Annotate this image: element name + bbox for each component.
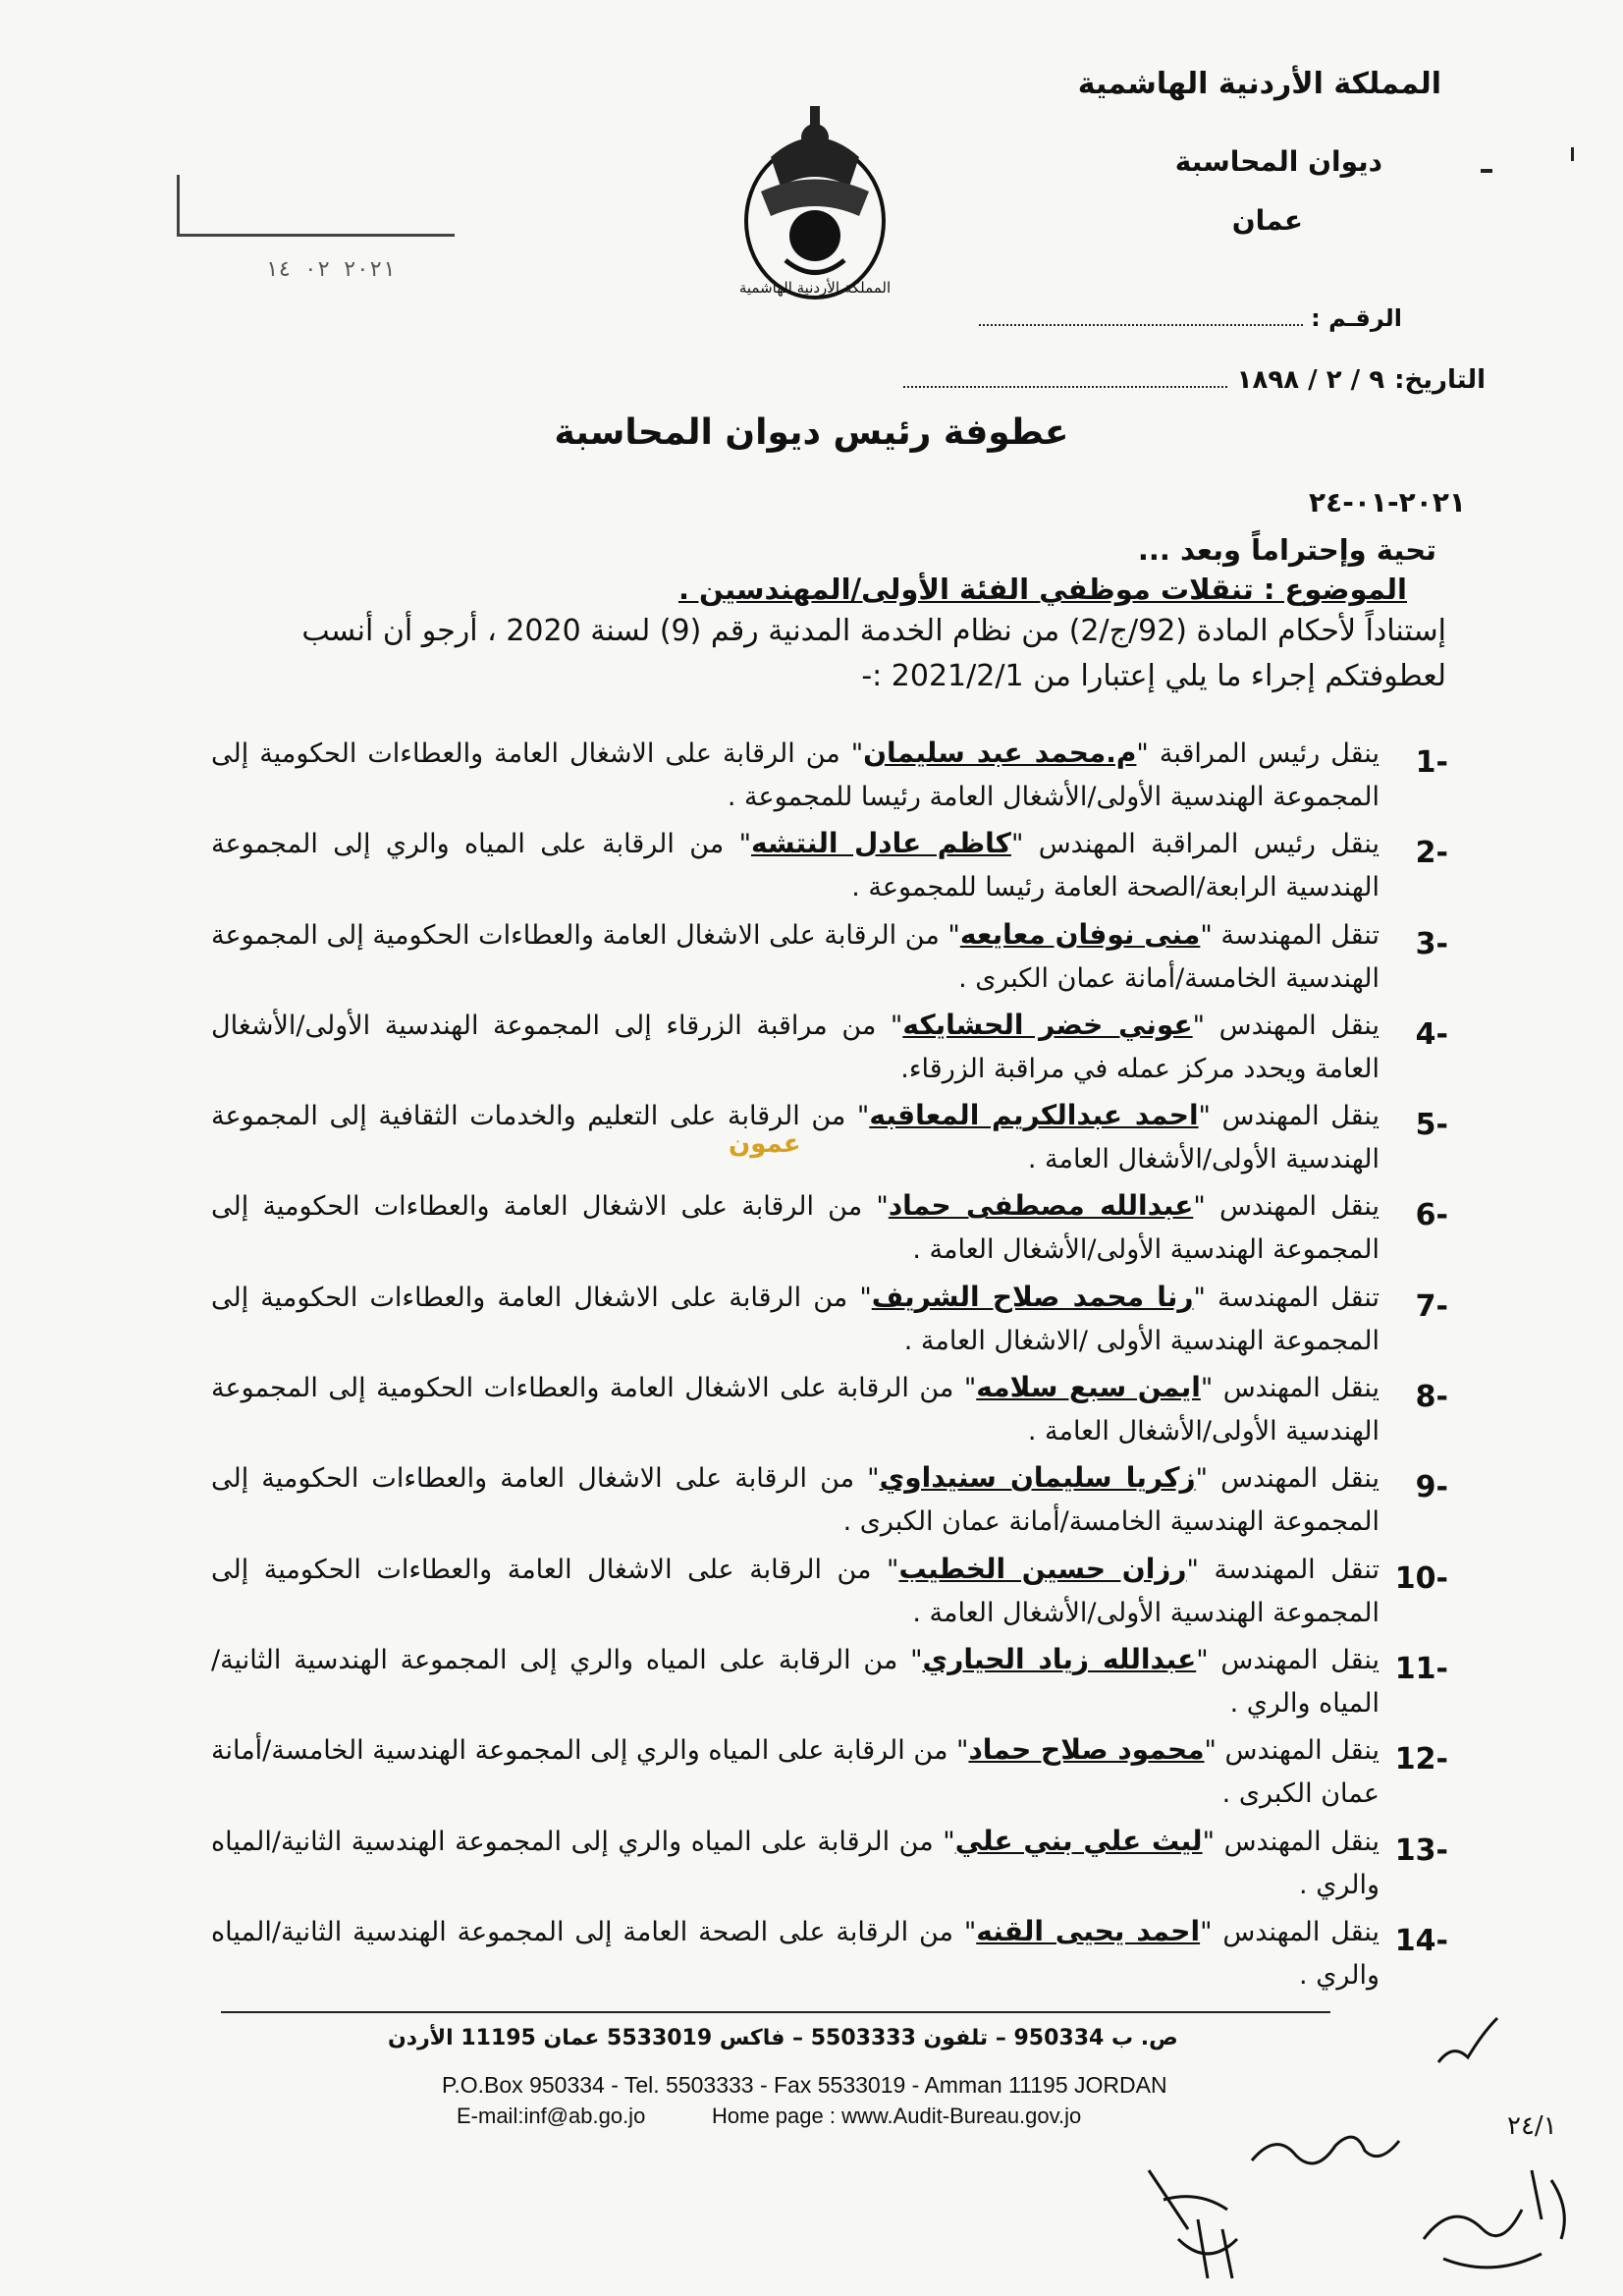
engineer-name: م.محمد عبد سليمان — [863, 737, 1137, 769]
kingdom-title: المملكة الأردنية الهاشمية — [1077, 67, 1441, 101]
list-item — [211, 1548, 1448, 1638]
item-text: ينقل المهندس "عبدالله مصطفى حماد" من الرقابة على الاشغال العامة والعطاءات الحكومية إلى المجموعة الهندسية الأولى/الأشغال العامة . — [211, 1189, 1380, 1266]
item-number: -11 — [1394, 1651, 1448, 1686]
engineer-name: ايمن سبع سلامه — [976, 1371, 1201, 1404]
item-text: ينقل المهندس "ايمن سبع سلامه" من الرقابة على الاشغال العامة والعطاءات الحكومية إلى المجموعة الهندسية الأولى/الأشغال العامة . — [211, 1371, 1380, 1448]
letter-issue-date: ٢٠٢١-٠١-٢٤ — [1309, 486, 1466, 519]
date-label: التاريخ: — [1394, 365, 1486, 395]
received-stamp-frame — [177, 175, 455, 237]
reference-line — [979, 304, 1402, 332]
coat-of-arms-emblem — [731, 98, 898, 304]
engineer-name: منى نوفان معايعه — [959, 917, 1201, 951]
received-stamp-date: ٢٠٢١ ٠٢ ١٤ — [265, 257, 396, 282]
item-number: -2 — [1415, 836, 1448, 871]
list-item — [211, 1184, 1448, 1275]
engineer-name: عبدالله زياد الحياري — [922, 1642, 1197, 1675]
item-number: -14 — [1394, 1923, 1448, 1958]
item-text: تنقل المهندسة "رزان حسين الخطيب" من الرقابة على الاشغال العامة والعطاءات الحكومية إلى المجموعة الهندسية الأولى/الأشغال العامة . — [211, 1552, 1380, 1628]
engineer-name: عوني خضر الحشايكه — [902, 1008, 1193, 1041]
item-text: ينقل المهندس "محمود صلاح حماد" من الرقابة على المياه والري إلى المجموعة الهندسية الخامسة/أمانة عمان الكبرى . — [211, 1733, 1380, 1810]
list-item — [211, 822, 1448, 912]
letter-subject: الموضوع : تنقلات موظفي الفئة الأولى/المهندسين . — [677, 573, 1407, 606]
item-text: تنقل المهندسة "منى نوفان معايعه" من الرقابة على الاشغال العامة والعطاءات الحكومية إلى المجموعة الهندسية الخامسة/أمانة عمان الكبرى . — [211, 917, 1380, 994]
list-item — [211, 1366, 1448, 1456]
item-text: ينقل المهندس "عبدالله زياد الحياري" من الرقابة على المياه والري إلى المجموعة الهندسية الثانية/المياه والري . — [211, 1642, 1380, 1719]
news-watermark: عمون — [729, 1129, 801, 1159]
reference-dots — [979, 314, 1303, 326]
engineer-name: زكريا سليمان سنيداوي — [879, 1461, 1196, 1495]
engineer-name: احمد عبدالكريم المعاقبه — [869, 1099, 1199, 1132]
item-text: ينقل المهندس "احمد عبدالكريم المعاقبه" من الرقابة على التعليم والخدمات الثقافية إلى المجموعة الهندسية الأولى/الأشغال العامة . — [211, 1099, 1380, 1175]
item-text: ينقل المهندس "زكريا سليمان سنيداوي" من الرقابة على الاشغال العامة والعطاءات الحكومية إلى المجموعة الهندسية الخامسة/أمانة عمان الكبرى . — [211, 1461, 1380, 1538]
signature-date-note: ٢٤/١ — [1507, 2111, 1557, 2141]
footer-english-address: P.O.Box 950334 - Tel. 5503333 - Fax 5533019 - Amman 11195 JORDAN — [442, 2072, 1167, 2098]
signature-scribble — [1247, 2121, 1404, 2180]
list-item — [211, 913, 1448, 1004]
engineer-name: عبدالله مصطفى حماد — [888, 1189, 1194, 1223]
letter-intro: إستناداً لأحكام المادة (92/ج/2) من نظام الخدمة المدنية رقم (9) لسنة 2020 ، أرجو أن أنسب لعطوفتكم إجراء ما يلي إعتبارا من 2021/2/1 :- — [301, 614, 1446, 693]
engineer-name: رزان حسين الخطيب — [898, 1552, 1187, 1585]
item-text: ينقل رئيس المراقبة المهندس "كاظم عادل النتشه" من الرقابة على المياه والري إلى المجموعة الهندسية الرابعة/الصحة العامة رئيسا للمجموعة . — [211, 827, 1380, 903]
city-name: عمان — [1231, 204, 1303, 237]
list-item — [211, 1728, 1448, 1819]
item-number: -3 — [1415, 926, 1448, 961]
header-dash-mark — [1481, 169, 1492, 173]
item-text: ينقل رئيس المراقبة "م.محمد عبد سليمان" من الرقابة على الاشغال العامة والعطاءات الحكومية إلى المجموعة الهندسية الأولى/الأشغال العامة رئيسا للمجموعة . — [211, 737, 1380, 812]
item-text: تنقل المهندسة "رنا محمد صلاح الشريف" من الرقابة على الاشغال العامة والعطاءات الحكومية إلى المجموعة الهندسية الأولى /الاشغال العامة . — [211, 1280, 1380, 1356]
engineer-name: ليث علي بني علي — [954, 1824, 1203, 1857]
date-value: ٩ / ٢ / ١٨٩٨ — [1236, 365, 1385, 395]
list-item — [211, 1004, 1448, 1094]
bureau-name: ديوان المحاسبة — [1174, 145, 1382, 178]
list-item — [211, 1276, 1448, 1366]
item-text: ينقل المهندس "عوني خضر الحشايكه" من مراقبة الزرقاء إلى المجموعة الهندسية الأولى/الأشغال العامة ويحدد مركز عمله في مراقبة الزرقاء. — [211, 1008, 1380, 1084]
letter-addressee: عطوفة رئيس ديوان المحاسبة — [554, 412, 1069, 453]
item-number: -4 — [1415, 1016, 1448, 1052]
reference-label: الرقـم : — [1311, 304, 1402, 332]
date-dots — [903, 376, 1227, 388]
item-number: -1 — [1415, 745, 1448, 780]
item-text: ينقل المهندس "احمد يحيى القنه" من الرقابة على الصحة العامة إلى المجموعة الهندسية الثانية/المياه والري . — [211, 1914, 1380, 1991]
signature-director — [1414, 2141, 1581, 2278]
list-item — [211, 732, 1448, 822]
list-item — [211, 1910, 1448, 2000]
emblem-inscription: المملكة الأردنية الهاشمية — [738, 279, 892, 297]
engineer-name: كاظم عادل النتشه — [751, 827, 1011, 860]
list-item — [211, 1820, 1448, 1910]
item-number: -12 — [1394, 1742, 1448, 1777]
item-number: -13 — [1394, 1832, 1448, 1868]
transfer-list — [211, 732, 1448, 2000]
item-number: -5 — [1415, 1108, 1448, 1143]
date-line — [903, 365, 1486, 395]
letter-greeting: تحية وإحتراماً وبعد ... — [1137, 533, 1436, 567]
item-number: -10 — [1394, 1560, 1448, 1596]
footer-divider — [221, 2011, 1330, 2013]
item-number: -7 — [1415, 1288, 1448, 1324]
list-item — [211, 1638, 1448, 1728]
footer-homepage: Home page : www.Audit-Bureau.gov.jo — [712, 2104, 1082, 2128]
header-dash-mark-2 — [1571, 147, 1574, 161]
list-item — [211, 1456, 1448, 1547]
item-number: -9 — [1415, 1470, 1448, 1505]
engineer-name: رنا محمد صلاح الشريف — [871, 1280, 1194, 1313]
engineer-name: محمود صلاح حماد — [968, 1733, 1205, 1767]
item-text: ينقل المهندس "ليث علي بني علي" من الرقابة على المياه والري إلى المجموعة الهندسية الثانية/المياه والري . — [211, 1824, 1380, 1900]
signature-checkmark — [1434, 2013, 1502, 2072]
signature-initials — [1129, 2151, 1267, 2288]
list-item — [211, 1094, 1448, 1184]
item-number: -6 — [1415, 1198, 1448, 1233]
item-number: -8 — [1415, 1380, 1448, 1415]
footer-email: E-mail:inf@ab.go.jo — [457, 2104, 646, 2128]
engineer-name: احمد يحيى القنه — [976, 1914, 1201, 1947]
footer-arabic-address: ص. ب 950334 – تلفون 5503333 – فاكس 5533019 عمان 11195 الأردن — [388, 2026, 1178, 2050]
